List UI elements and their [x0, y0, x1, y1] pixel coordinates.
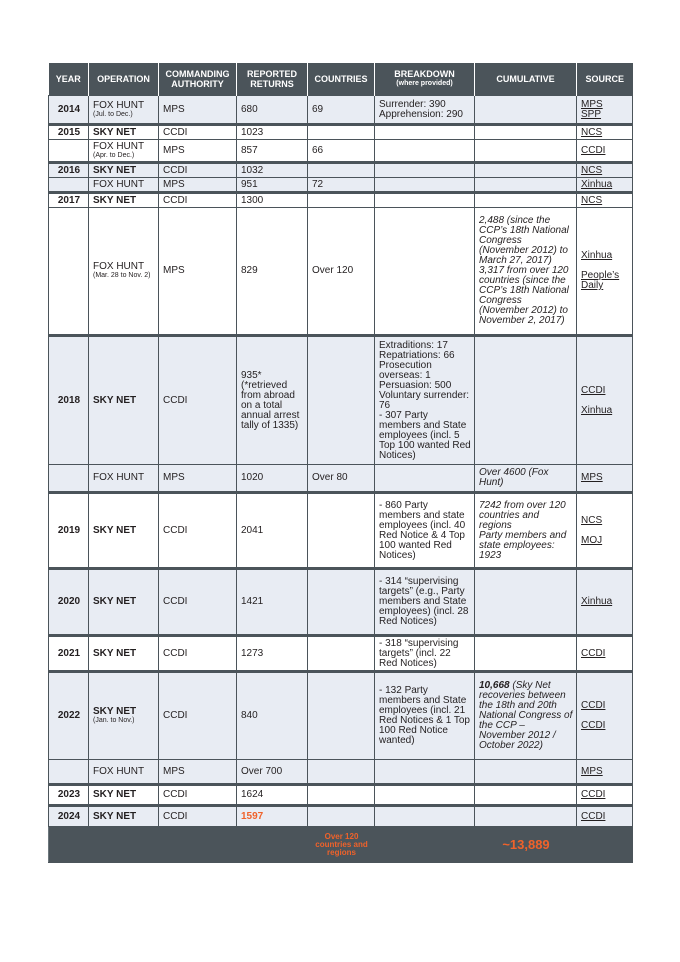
- cell-returns: 935* (*retrieved from abroad on a total annual arrest tally of 1335): [237, 336, 308, 465]
- cell-year: 2021: [49, 636, 89, 672]
- breakdown-text: - 314 “supervising targets” (e.g., Party members and State employees) (incl. 28 Red Notices): [379, 576, 469, 627]
- cell-source: [577, 785, 633, 806]
- header-cumulative: CUMULATIVE: [475, 63, 577, 96]
- header-operation: OPERATION: [89, 63, 159, 96]
- cell-cumulative: [475, 125, 577, 140]
- cell-breakdown: [375, 465, 475, 493]
- cell-operation: [89, 125, 159, 140]
- cell-source: [577, 125, 633, 140]
- cell-breakdown: [375, 672, 475, 760]
- cell-authority: MPS: [159, 178, 237, 193]
- table-row: [49, 163, 633, 178]
- cell-operation: [89, 636, 159, 672]
- cell-breakdown: [375, 336, 475, 465]
- cell-operation: [89, 465, 159, 493]
- cumulative-text: 2,488 (since the CCP’s 18th National Congress (November 2012) to March 27, 2017) 3,317 from over 120 countries (since the CCP’s 18th National Congress (November 2012) to November 2, 2017): [479, 215, 569, 326]
- cell-source: [577, 636, 633, 672]
- cell-countries: [308, 672, 375, 760]
- operation-name: FOX HUNT: [93, 765, 145, 777]
- source-link[interactable]: CCDI: [581, 144, 606, 156]
- cell-year: [49, 760, 89, 785]
- source-link[interactable]: Xinhua: [581, 178, 613, 190]
- cell-authority: CCDI: [159, 193, 237, 208]
- cell-countries: [308, 163, 375, 178]
- operation-name: SKY NET: [93, 164, 137, 176]
- cell-countries: 66: [308, 140, 375, 163]
- operation-name: FOX HUNT: [93, 140, 145, 152]
- cell-countries: [308, 493, 375, 569]
- cell-operation: [89, 163, 159, 178]
- cell-source: [577, 672, 633, 760]
- source-link[interactable]: CCDI: [581, 647, 606, 659]
- cell-operation: [89, 806, 159, 827]
- cell-cumulative: [475, 336, 577, 465]
- cumulative-text: Over 4600 (Fox Hunt): [479, 467, 549, 488]
- table-row: [49, 672, 633, 760]
- source-link[interactable]: MPS: [581, 472, 603, 483]
- table-row: [49, 569, 633, 636]
- cell-source: [577, 193, 633, 208]
- cell-cumulative: [475, 806, 577, 827]
- cell-returns: 1020: [237, 465, 308, 493]
- source-link[interactable]: NCS: [581, 194, 603, 206]
- cell-cumulative: [475, 569, 577, 636]
- cell-authority: CCDI: [159, 163, 237, 178]
- table-row: [49, 140, 633, 163]
- total-empty: [49, 827, 89, 863]
- cell-year: [49, 178, 89, 193]
- breakdown-text: - 318 “supervising targets” (incl. 22 Red Notices): [379, 637, 459, 669]
- cell-countries: Over 120: [308, 208, 375, 336]
- cell-returns: 1032: [237, 163, 308, 178]
- cell-returns: 1023: [237, 125, 308, 140]
- operation-note: (Apr. to Dec.): [93, 151, 135, 159]
- operation-name: FOX HUNT: [93, 261, 145, 272]
- cell-operation: [89, 96, 159, 125]
- header-authority: COMMANDING AUTHORITY: [159, 63, 237, 96]
- header-breakdown-label: BREAKDOWN: [394, 69, 455, 79]
- cumulative-total: 10,668: [479, 680, 510, 691]
- header-breakdown: [375, 63, 475, 96]
- cell-cumulative: [475, 208, 577, 336]
- cell-breakdown: [375, 96, 475, 125]
- cell-authority: MPS: [159, 760, 237, 785]
- cell-cumulative: [475, 96, 577, 125]
- total-empty: [375, 827, 475, 863]
- total-cumulative: ~13,889: [475, 827, 577, 863]
- cell-returns: 857: [237, 140, 308, 163]
- source-link[interactable]: SPP: [581, 108, 602, 120]
- cell-source: [577, 96, 633, 125]
- cell-authority: CCDI: [159, 806, 237, 827]
- breakdown-text: - 860 Party members and state employees (incl. 40 Red Notice & 4 Top 100 wanted Red Notices): [379, 499, 466, 561]
- cell-countries: [308, 785, 375, 806]
- cell-cumulative: [475, 785, 577, 806]
- cell-operation: [89, 178, 159, 193]
- cell-breakdown: [375, 163, 475, 178]
- cell-operation: [89, 672, 159, 760]
- total-empty: [89, 827, 159, 863]
- cell-operation: [89, 569, 159, 636]
- cell-year: [49, 208, 89, 336]
- cell-returns: 1300: [237, 193, 308, 208]
- operation-name: SKY NET: [93, 596, 137, 607]
- source-link[interactable]: Xinhua: [581, 250, 613, 261]
- table-row: [49, 465, 633, 493]
- cell-year: [49, 465, 89, 493]
- cell-returns: 1624: [237, 785, 308, 806]
- cell-returns: 2041: [237, 493, 308, 569]
- table-row: [49, 178, 633, 193]
- source-link[interactable]: CCDI: [581, 789, 606, 800]
- cell-returns: Over 700: [237, 760, 308, 785]
- cell-returns: 1273: [237, 636, 308, 672]
- cell-operation: [89, 336, 159, 465]
- source-link[interactable]: MPS: [581, 98, 603, 110]
- cell-breakdown: [375, 806, 475, 827]
- operation-note: (Jul. to Dec.): [93, 110, 133, 118]
- cell-returns: 840: [237, 672, 308, 760]
- operation-name: FOX HUNT: [93, 472, 145, 483]
- cell-source: [577, 493, 633, 569]
- cell-returns: 1421: [237, 569, 308, 636]
- cell-breakdown: [375, 125, 475, 140]
- source-link[interactable]: CCDI: [581, 700, 606, 711]
- cell-cumulative: [475, 163, 577, 178]
- source-link[interactable]: NCS: [581, 126, 603, 138]
- header-year: YEAR: [49, 63, 89, 96]
- cell-year: [49, 140, 89, 163]
- table-row: [49, 806, 633, 827]
- cell-countries: [308, 760, 375, 785]
- total-countries: Over 120 countries and regions: [308, 827, 375, 863]
- table-row: [49, 208, 633, 336]
- cell-authority: CCDI: [159, 672, 237, 760]
- header-breakdown-sub: (where provided): [396, 80, 453, 87]
- source-link[interactable]: MPS: [581, 765, 603, 777]
- cell-authority: MPS: [159, 140, 237, 163]
- cell-countries: [308, 336, 375, 465]
- cell-operation: [89, 785, 159, 806]
- cell-returns: 951: [237, 178, 308, 193]
- cell-breakdown: [375, 178, 475, 193]
- cell-returns: 829: [237, 208, 308, 336]
- cell-authority: CCDI: [159, 636, 237, 672]
- operation-name: SKY NET: [93, 194, 137, 206]
- cell-countries: [308, 636, 375, 672]
- cell-breakdown: [375, 208, 475, 336]
- cell-operation: [89, 208, 159, 336]
- header-countries: COUNTRIES: [308, 63, 375, 96]
- operation-name: SKY NET: [93, 810, 137, 822]
- cell-authority: MPS: [159, 96, 237, 125]
- header-row: [49, 63, 633, 96]
- table-row: [49, 336, 633, 465]
- cell-operation: [89, 140, 159, 163]
- header-source: SOURCE: [577, 63, 633, 96]
- cell-source: [577, 178, 633, 193]
- cell-countries: 72: [308, 178, 375, 193]
- cell-operation: [89, 193, 159, 208]
- cell-authority: CCDI: [159, 336, 237, 465]
- operation-name: FOX HUNT: [93, 178, 145, 190]
- cell-year: 2016: [49, 163, 89, 178]
- cell-breakdown: [375, 636, 475, 672]
- breakdown-text: - 132 Party members and State employees (incl. 21 Red Notices & 1 Top 100 Red Notice wanted): [379, 685, 470, 746]
- cell-cumulative: [475, 493, 577, 569]
- table-row: [49, 636, 633, 672]
- source-link[interactable]: MOJ: [581, 534, 603, 546]
- cell-authority: CCDI: [159, 569, 237, 636]
- cell-cumulative: [475, 140, 577, 163]
- operation-name: SKY NET: [93, 706, 137, 717]
- table-row: [49, 493, 633, 569]
- cell-cumulative: [475, 465, 577, 493]
- total-empty: [159, 827, 237, 863]
- operation-name: SKY NET: [93, 789, 137, 800]
- cell-source: [577, 208, 633, 336]
- cell-source: [577, 760, 633, 785]
- table-row: [49, 193, 633, 208]
- cell-year: 2022: [49, 672, 89, 760]
- operation-note: (Jan. to Nov.): [93, 717, 135, 724]
- operation-name: FOX HUNT: [93, 99, 145, 111]
- header-returns: REPORTED RETURNS: [237, 63, 308, 96]
- cell-year: 2015: [49, 125, 89, 140]
- source-link[interactable]: NCS: [581, 514, 603, 526]
- source-link[interactable]: CCDI: [581, 384, 606, 396]
- operation-name: SKY NET: [93, 524, 137, 536]
- cumulative-text: 7242 from over 120 countries and regions Party members and state employees: 1923: [479, 499, 567, 561]
- cell-year: 2019: [49, 493, 89, 569]
- cell-year: 2017: [49, 193, 89, 208]
- cumulative-text: (Sky Net recoveries between the 18th and 20th National Congress of the CCP – November 2012 / October 2022): [479, 680, 573, 751]
- cell-year: 2024: [49, 806, 89, 827]
- cell-countries: 69: [308, 96, 375, 125]
- cell-source: [577, 163, 633, 178]
- cell-authority: CCDI: [159, 125, 237, 140]
- cell-cumulative: [475, 636, 577, 672]
- cell-cumulative: [475, 760, 577, 785]
- breakdown-text: Extraditions: 17 Repatriations: 66 Prosecution overseas: 1 Persuasion: 500 Voluntary surrender: 76 - 307 Party members and State employees (incl. 5 Top 100 wanted Red Notices): [379, 339, 471, 461]
- breakdown-text: Surrender: 390 Apprehension: 290: [379, 98, 463, 120]
- cell-breakdown: [375, 140, 475, 163]
- cell-breakdown: [375, 569, 475, 636]
- cell-countries: [308, 125, 375, 140]
- source-link[interactable]: Xinhua: [581, 596, 613, 607]
- cell-cumulative: [475, 178, 577, 193]
- cell-returns: 1597: [237, 806, 308, 827]
- cell-authority: CCDI: [159, 785, 237, 806]
- cell-year: 2018: [49, 336, 89, 465]
- source-link[interactable]: CCDI: [581, 720, 606, 731]
- total-row: [49, 827, 633, 863]
- returns-table: [48, 63, 633, 863]
- cell-year: 2020: [49, 569, 89, 636]
- cell-source: [577, 806, 633, 827]
- cell-year: 2023: [49, 785, 89, 806]
- cell-source: [577, 336, 633, 465]
- cell-countries: Over 80: [308, 465, 375, 493]
- cell-operation: [89, 760, 159, 785]
- cell-cumulative: [475, 193, 577, 208]
- table-row: [49, 125, 633, 140]
- operation-name: SKY NET: [93, 647, 137, 659]
- cell-countries: [308, 806, 375, 827]
- cell-countries: [308, 193, 375, 208]
- operation-name: SKY NET: [93, 394, 137, 406]
- total-empty: [577, 827, 633, 863]
- cell-breakdown: [375, 760, 475, 785]
- cell-source: [577, 140, 633, 163]
- cell-source: [577, 465, 633, 493]
- cell-authority: MPS: [159, 208, 237, 336]
- operation-name: SKY NET: [93, 126, 137, 138]
- cell-source: [577, 569, 633, 636]
- table-row: [49, 785, 633, 806]
- cell-breakdown: [375, 193, 475, 208]
- cell-returns: 680: [237, 96, 308, 125]
- cell-breakdown: [375, 493, 475, 569]
- cell-countries: [308, 569, 375, 636]
- cell-breakdown: [375, 785, 475, 806]
- source-link[interactable]: Xinhua: [581, 404, 613, 416]
- cell-operation: [89, 493, 159, 569]
- source-link[interactable]: CCDI: [581, 810, 606, 822]
- table-row: [49, 760, 633, 785]
- cell-year: 2014: [49, 96, 89, 125]
- source-link[interactable]: People’s Daily: [581, 270, 620, 291]
- source-link[interactable]: NCS: [581, 164, 603, 176]
- operation-note: (Mar. 28 to Nov. 2): [93, 272, 151, 279]
- cell-authority: MPS: [159, 465, 237, 493]
- total-empty: [237, 827, 308, 863]
- cell-cumulative: [475, 672, 577, 760]
- table-row: [49, 96, 633, 125]
- cell-authority: CCDI: [159, 493, 237, 569]
